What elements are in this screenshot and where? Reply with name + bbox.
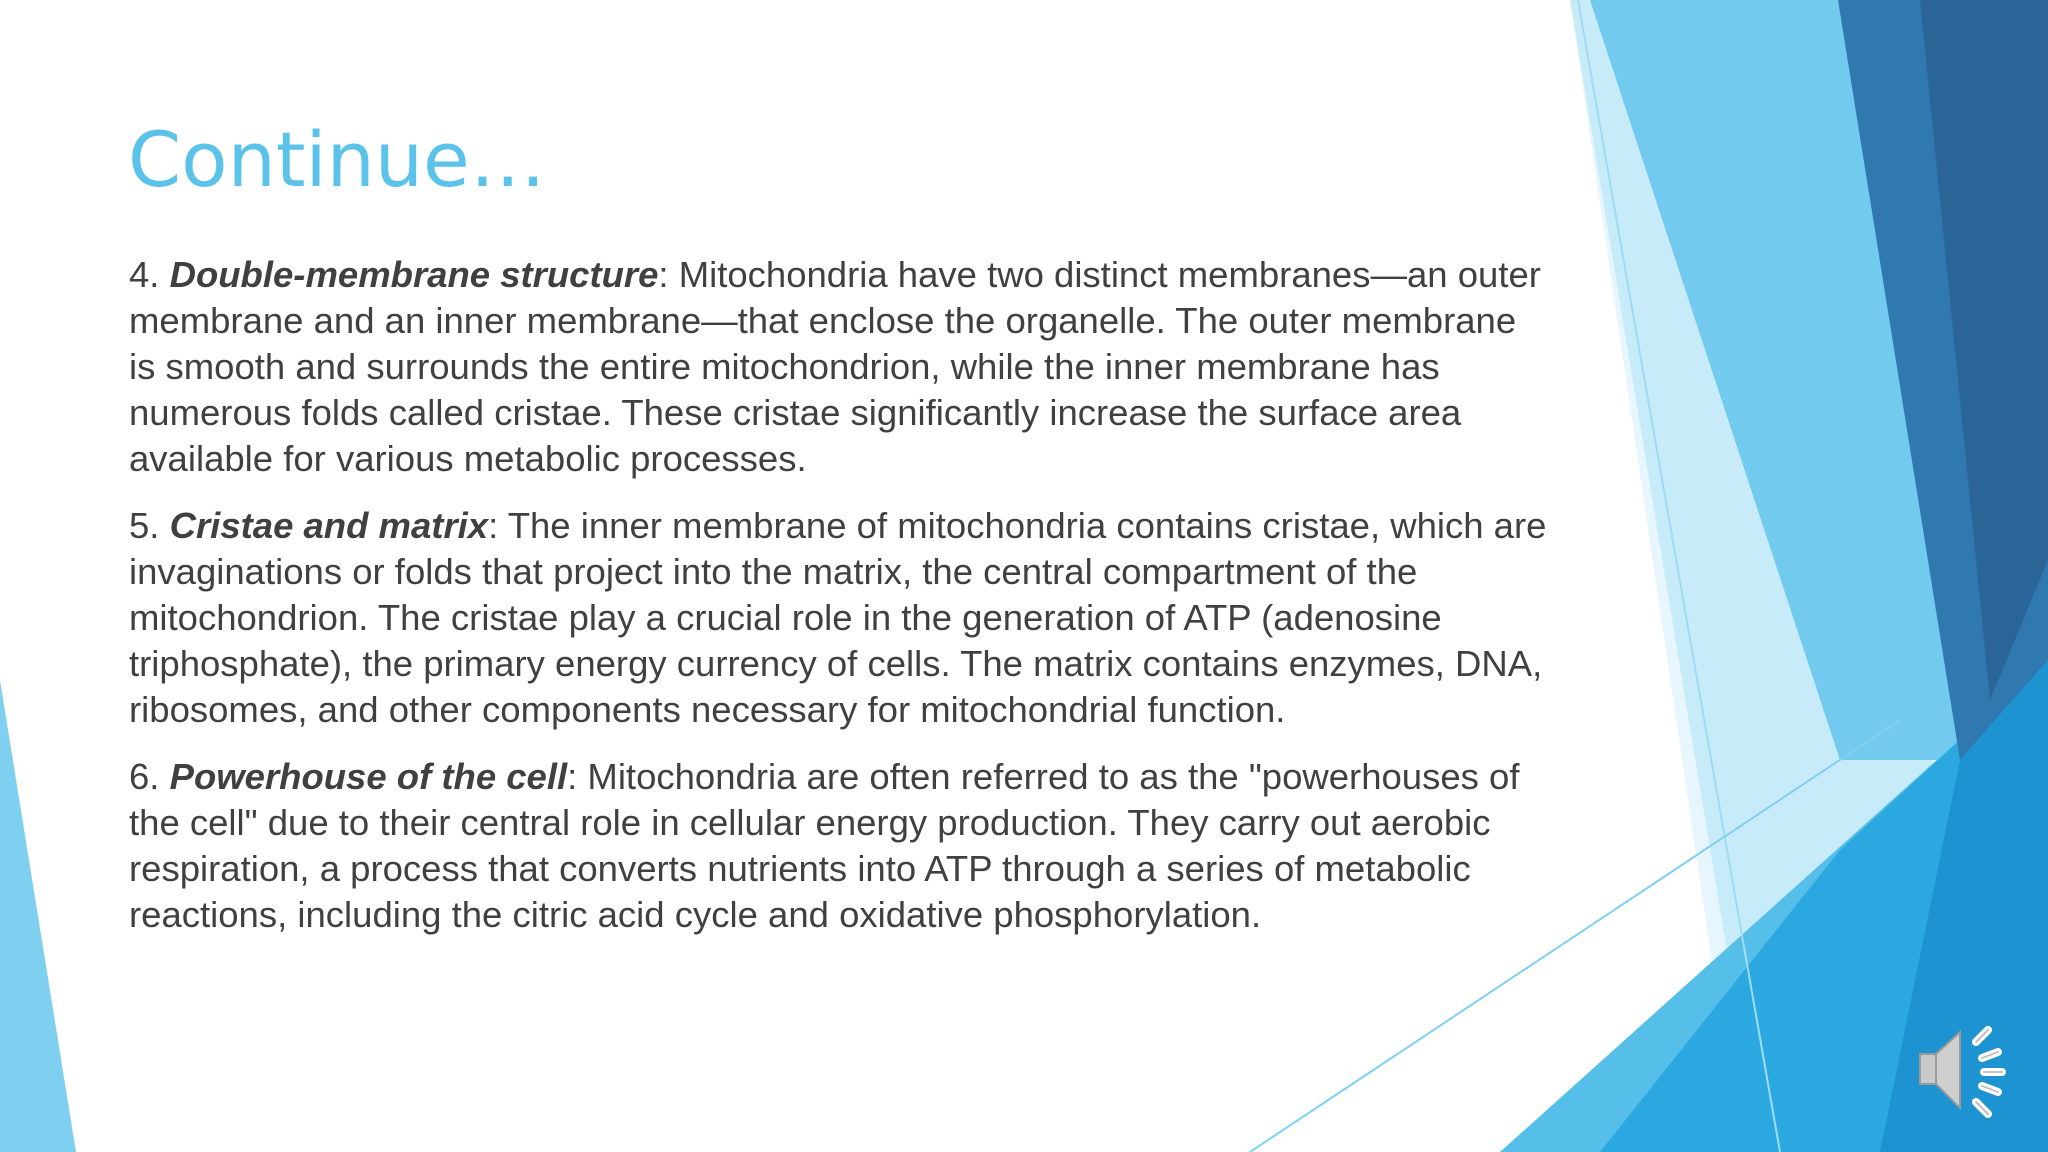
point-term: Powerhouse of the cell — [169, 756, 568, 797]
point-text: : Mitochondria are often referred to as the "powerhouses of the cell" due to their central role in cellular energy production. They carry out aerobic respiration, a process that converts nutrients into ATP through a series of metabolic reactions, including the citric acid cycle and oxidative phosphorylation. — [129, 756, 1520, 935]
point-number: 5. — [129, 505, 160, 546]
point-text: : The inner membrane of mitochondria contains cristae, which are invaginations or folds that project into the matrix, the central compartment of the mitochondrion. The cristae play a crucial role in the generation of ATP (adenosine triphosphate), the primary energy currency of cells. The matrix contains enzymes, DNA, ribosomes, and other components necessary for mitochondrial function. — [129, 505, 1547, 730]
point-4 — [129, 252, 1549, 482]
point-5 — [129, 503, 1549, 733]
point-term: Double-membrane structure — [169, 254, 659, 295]
point-term: Cristae and matrix — [169, 505, 489, 546]
point-number: 6. — [129, 756, 160, 797]
point-6 — [129, 754, 1549, 938]
point-text: : Mitochondria have two distinct membranes—an outer membrane and an inner membrane—that enclose the organelle. The outer membrane is smooth and surrounds the entire mitochondrion, while the inner membrane has numerous folds called cristae. These cristae significantly increase the surface area available for various metabolic processes. — [129, 254, 1541, 479]
slide-title: Continue… — [128, 115, 546, 204]
point-number: 4. — [129, 254, 160, 295]
speaker-icon[interactable] — [1916, 1022, 2016, 1118]
left-edge-shape — [0, 680, 76, 1152]
slide-body — [129, 252, 1549, 959]
